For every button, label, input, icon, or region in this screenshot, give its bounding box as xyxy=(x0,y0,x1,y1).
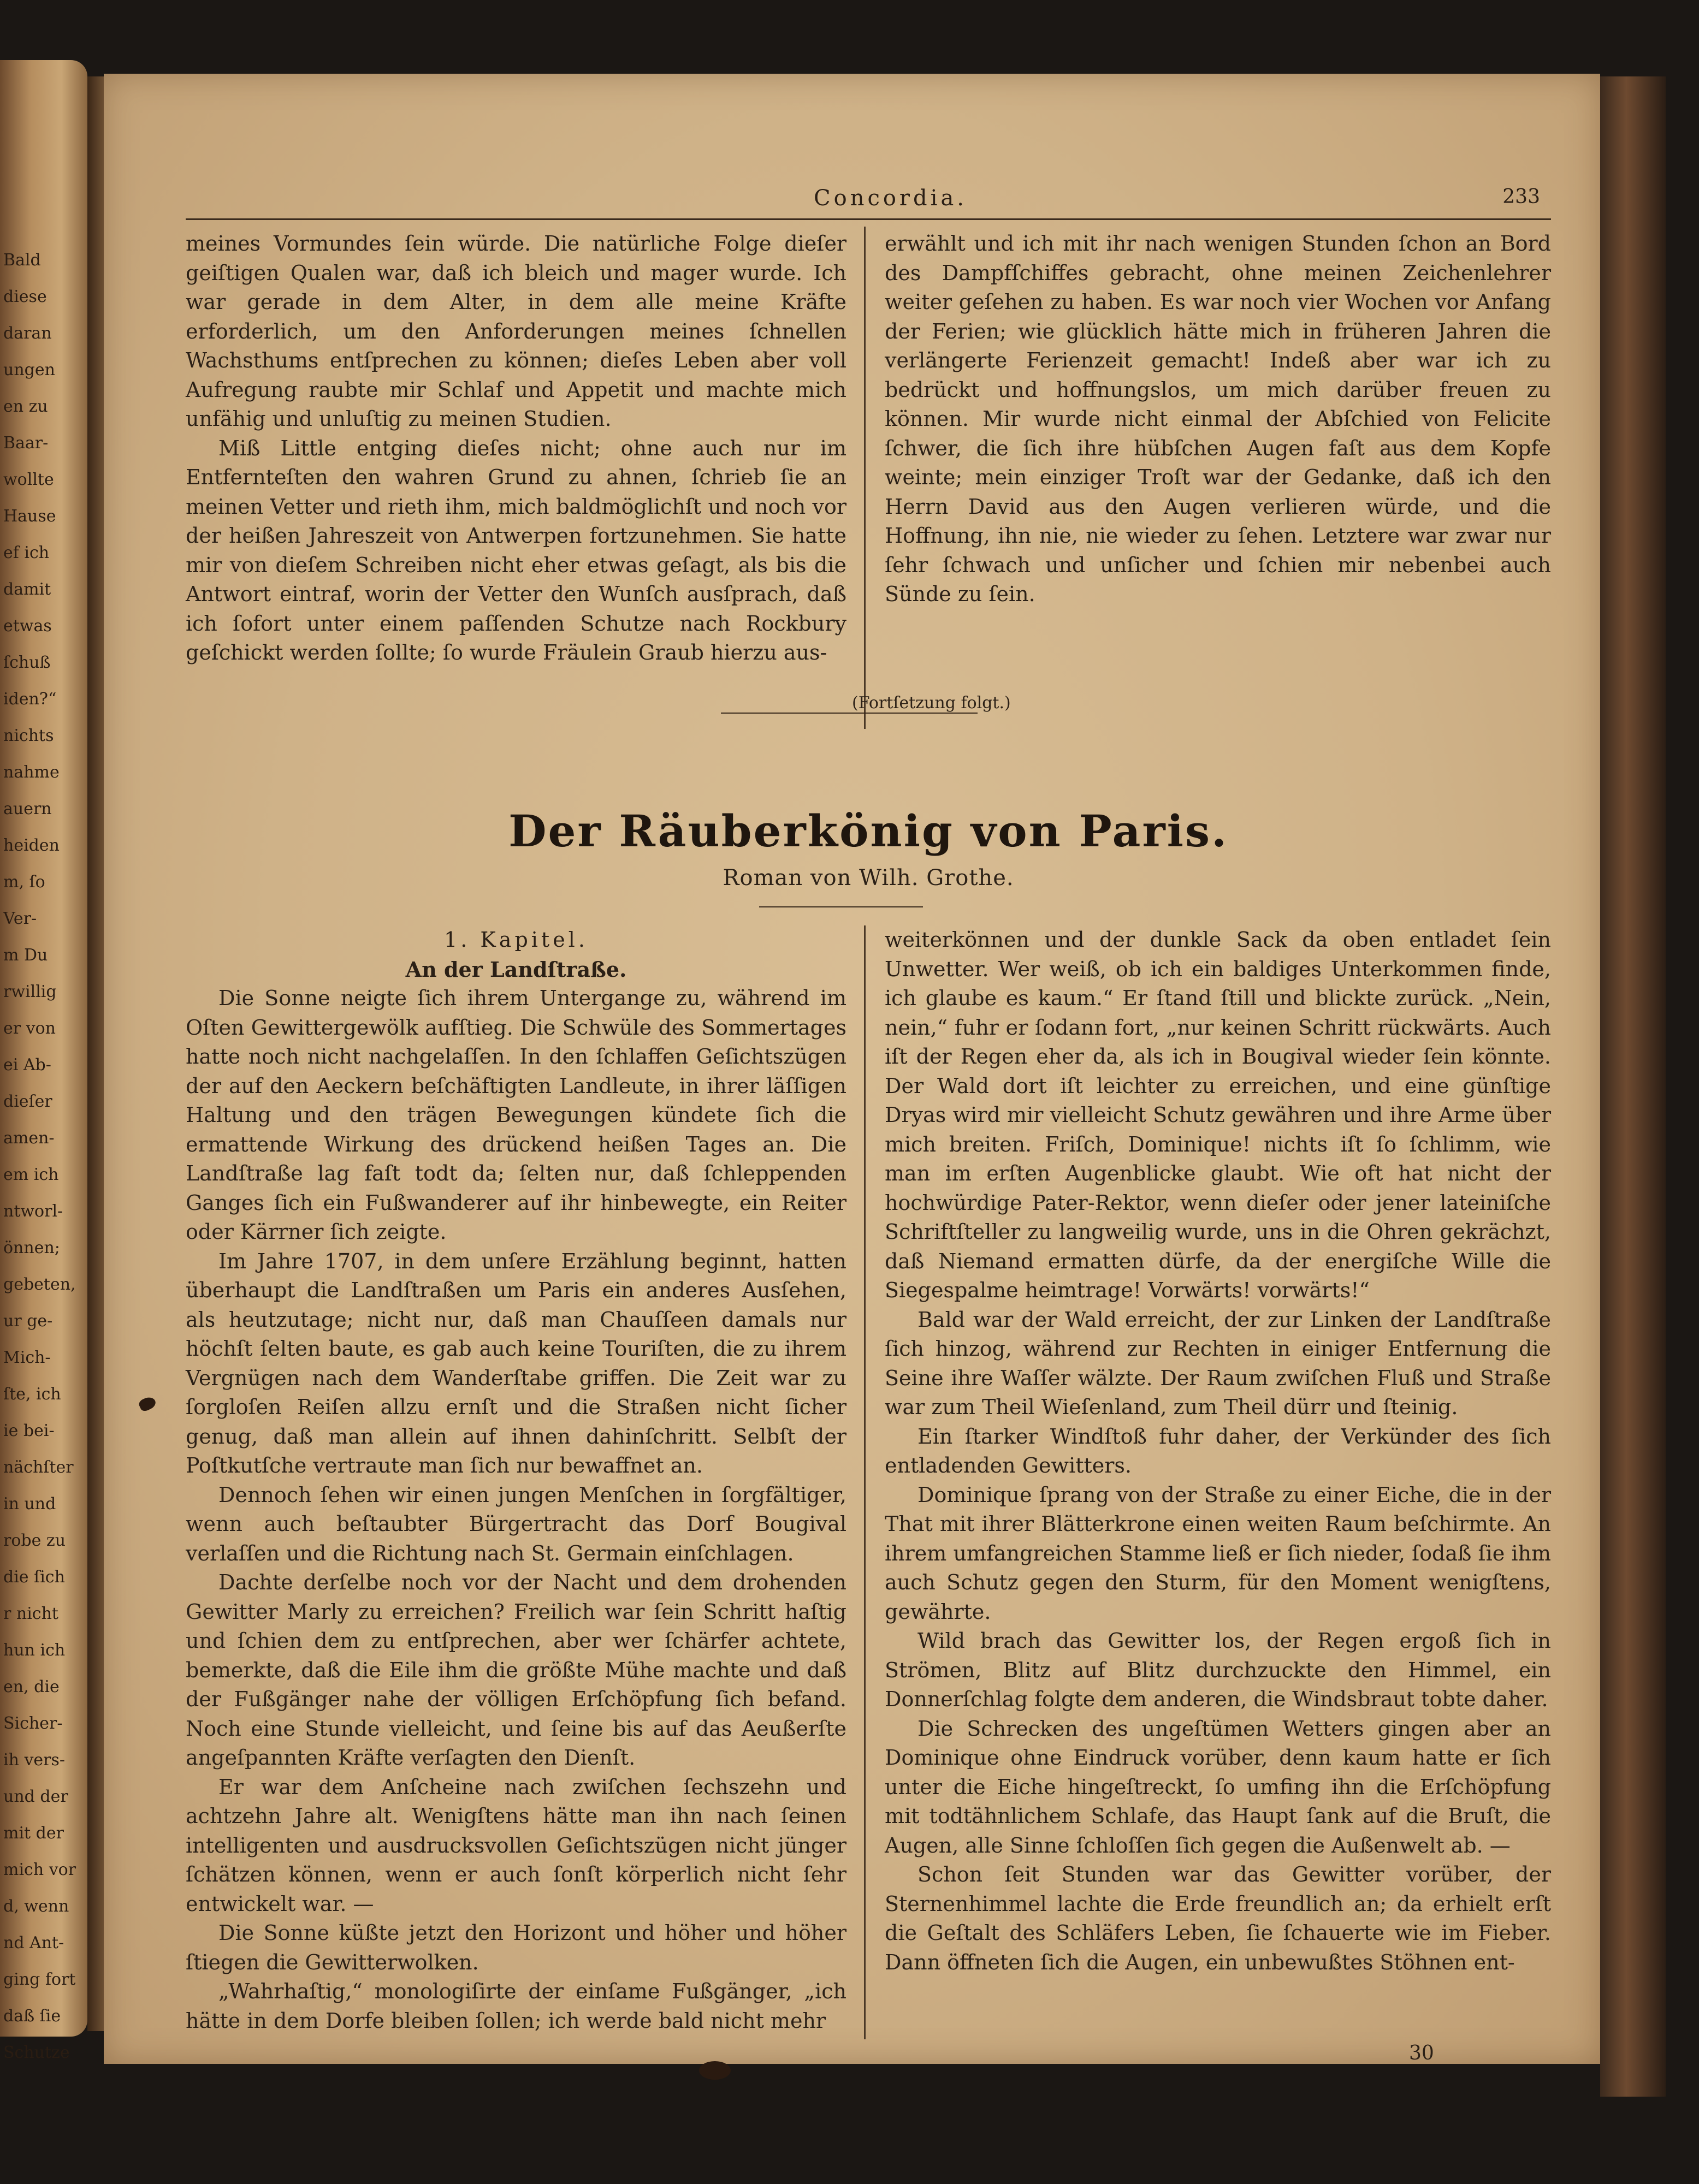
facing-page-fragment: nd Ant- xyxy=(3,1933,64,1952)
facing-page-fragment: d, wenn xyxy=(3,1897,69,1916)
facing-page-fragment: daran xyxy=(3,324,52,343)
previous-story-right-column xyxy=(885,229,1551,609)
paragraph: weiterkönnen und der dunkle Sack da oben entladet ſein Unwetter. Wer weiß, ob ich ein baldiges Unterkommen finde, ich glaube es kaum.“ Er ſtand ſtill und blickte zurück. „Nein, nein,“ fuhr er ſodann fort, „nur keinen Schritt rückwärts. Auch iſt der Regen eher da, als ich in Bougival wieder ſein könnte. Der Wald dort iſt leichter zu erreichen, und eine günſtige Dryas wird mir vielleicht Schutz gewähren und ihre Arme über mich breiten. Friſch, Dominique! nichts iſt ſo ſchlimm, wie man im erſten Augenblicke glaubt. Wie oft hat nicht der hochwürdige Pater-Rektor, wenn dieſer oder jener lateiniſche Schriftſteller zu langweilig wurde, uns in die Ohren gekrächzt, daß Niemand ermatten dürfe, da der energiſche Wille die Siegespalme heimtrage! Vorwärts! vorwärts!“ xyxy=(885,928,1551,1302)
story-separator xyxy=(721,713,978,714)
facing-page-fragment: en, die xyxy=(3,1677,60,1696)
paragraph: erwählt und ich mit ihr nach wenigen Stunden ſchon an Bord des Dampfſchiffes gebracht, ohne meinen Zeichenlehrer weiter geſehen zu haben. Es war noch vier Wochen vor Anfang der Ferien; wie glücklich hätte mich in früheren Jahren die verlängerte Ferienzeit gemacht! Indeß aber war ich zu bedrückt und hoffnungslos, um mich darüber freuen zu können. Mir wurde nicht einmal der Abſchied von Felicite ſchwer, die ſich ihre hübſchen Augen faſt aus dem Kopfe weinte; mein einziger Troſt war der Gedanke, daß ich den Herrn David aus den Augen verlieren würde, und die Hoffnung, ihn nie, nie wieder zu ſehen. Letztere war zwar nur ſehr ſchwach und unſicher und ſchien mir nebenbei auch Sünde zu ſein. xyxy=(885,232,1551,606)
facing-page-fragment: m, ſo xyxy=(3,873,45,892)
facing-page-fragment: Baar- xyxy=(3,434,49,453)
facing-page-fragment: damit xyxy=(3,580,51,599)
column-rule xyxy=(864,227,866,729)
paragraph: Im Jahre 1707, in dem unſere Erzählung beginnt, hatten überhaupt die Landſtraßen um Paris ein anderes Ausſehen, als heutzutage; nicht nur, daß man Chauſſeen damals nur höchſt ſelten baute, es gab auch keine Touriſten, die zu ihrem Vergnügen nach dem Wanderſtabe griffen. Die Zeit war zu ſorgloſen Reiſen allzu ernſt und die Straßen nicht ſicher genug, daß man allein auf ihnen dahinſchritt. Selbſt der Poſtkutſche vertraute man ſich nur bewaffnet an. xyxy=(186,1249,846,1477)
facing-page-fragment: ur ge- xyxy=(3,1311,53,1331)
facing-page-fragment: Sicher- xyxy=(3,1714,63,1733)
facing-page-fragment: mich vor xyxy=(3,1860,76,1879)
facing-page-fragment: ie bei- xyxy=(3,1421,55,1440)
paragraph: „Wahrhaſtig,“ monologiſirte der einſame Fußgänger, „ich hätte in dem Dorfe bleiben ſollen; ich werde bald nicht mehr xyxy=(186,1979,846,2033)
facing-page-fragment: amen- xyxy=(3,1129,55,1148)
book-cover-edge xyxy=(1600,76,1666,2097)
story-title: Der Räuberkönig von Paris. xyxy=(508,805,1228,857)
paragraph: Die Sonne küßte jetzt den Horizont und höher und höher ſtiegen die Gewitterwolken. xyxy=(186,1921,846,1974)
chapter-subtitle: An der Landſtraße. xyxy=(405,957,627,982)
paragraph: Schon ſeit Stunden war das Gewitter vorüber, der Sternenhimmel lachte die Erde freundlich an; da erhielt erſt die Geſtalt des Schläfers Leben, ſie ſchauerte wie im Fieber. Dann öffneten ſich die Augen, ein unbewußtes Stöhnen ent- xyxy=(885,1862,1551,1974)
signature-number: 30 xyxy=(1409,2042,1434,2064)
paragraph: Dominique ſprang von der Straße zu einer Eiche, die in der That mit ihrer Blätterkrone einen weiten Raum beſchirmte. An ihrem umfangreichen Stamme ließ er ſich nieder, ſodaß ſie ihm auch Schutz gegen den Sturm, für den Moment wenigſtens, gewährte. xyxy=(885,1482,1551,1624)
facing-page-fragment: auern xyxy=(3,799,52,818)
paragraph: Dennoch ſehen wir einen jungen Menſchen in ſorgfältiger, wenn auch beſtaubter Bürgertracht das Dorf Bougival verlaſſen und die Richtung nach St. Germain einſchlagen. xyxy=(186,1482,846,1565)
facing-page-fragment: önnen; xyxy=(3,1238,60,1257)
facing-page-fragment: ei Ab- xyxy=(3,1055,51,1075)
column-rule xyxy=(864,925,866,2039)
facing-page-fragment: m Du xyxy=(3,946,48,965)
paragraph: Dachte derſelbe noch vor der Nacht und dem drohenden Gewitter Marly zu erreichen? Freilich war ſein Schritt haſtig und ſchien dem zu entſprechen, aber wer ſchärfer achtete, bemerkte, daß die Eile ihm die größte Mühe machte und daß der Fußgänger nahe der völligen Erſchöpfung ſich befand. Noch eine Stunde vielleicht, und ſeine bis auf das Aeußerſte angeſpannten Kräfte verſagten den Dienſt. xyxy=(186,1570,846,1770)
story-right-column xyxy=(885,925,1551,1977)
facing-page-fragment: Schutze xyxy=(3,2043,70,2062)
facing-page-fragment: em ich xyxy=(3,1165,59,1184)
facing-page-fragment: rwillig xyxy=(3,982,57,1001)
chapter-heading: 1. Kapitel. xyxy=(444,928,588,952)
facing-page-fragment: nächſter xyxy=(3,1458,74,1477)
facing-page-fragment: robe zu xyxy=(3,1531,66,1550)
facing-page-fragment: er von xyxy=(3,1019,56,1038)
facing-page-fragment: in und xyxy=(3,1494,56,1514)
facing-page-fragment: ungen xyxy=(3,360,55,379)
page xyxy=(104,74,1600,2064)
facing-page-fragment: daß ſie xyxy=(3,2007,61,2026)
facing-page-fragment: ging fort xyxy=(3,1970,76,1989)
paragraph: meines Vormundes ſein würde. Die natürliche Folge dieſer geiſtigen Qualen war, daß ich bleich und mager wurde. Ich war gerade in dem Alter, in dem alle meine Kräfte erforderlich, um den Anforderungen meines ſchnellen Wachsthums entſprechen zu können; dieſes Leben aber voll Aufregung raubte mir Schlaf und Appetit und machte mich unfähig und unluſtig zu meinen Studien. xyxy=(186,232,846,431)
facing-page-fragment: diese xyxy=(3,287,47,306)
facing-page-edge xyxy=(0,60,87,2062)
facing-page-fragment: Ver- xyxy=(3,909,37,928)
facing-page-fragment: die ſich xyxy=(3,1568,65,1587)
facing-page-fragment: dieſer xyxy=(3,1092,52,1111)
paragraph: Er war dem Anſcheine nach zwiſchen ſechszehn und achtzehn Jahre alt. Wenigſtens hätte man ihn nach ſeinen intelligenten und ausdrucksvollen Geſichtszügen nicht jünger ſchätzen können, wenn er auch ſonſt körperlich nicht ſehr entwickelt war. — xyxy=(186,1775,846,1916)
continuation-note: (Fortſetzung folgt.) xyxy=(852,693,1011,713)
running-head xyxy=(186,186,1551,218)
ink-blot xyxy=(699,2061,731,2080)
facing-page-fragment: etwas xyxy=(3,616,52,636)
header-rule xyxy=(186,218,1551,220)
paragraph: Wild brach das Gewitter los, der Regen ergoß ſich in Strömen, Blitz auf Blitz durchzuckte den Himmel, ein Donnerſchlag folgte dem anderen, die Windsbraut tobte daher. xyxy=(885,1629,1551,1711)
facing-page-fragment: Bald xyxy=(3,251,41,270)
facing-page-fragment: r nicht xyxy=(3,1604,58,1623)
facing-page-fragment: iden?“ xyxy=(3,690,57,709)
facing-page-fragment: Mich- xyxy=(3,1348,51,1367)
journal-title: Concordia. xyxy=(814,186,968,211)
story-byline: Roman von Wilh. Grothe. xyxy=(723,865,1014,891)
facing-page-fragment: gebeten, xyxy=(3,1275,76,1294)
facing-page-fragment: hun ich xyxy=(3,1641,66,1660)
facing-page-fragment: und der xyxy=(3,1787,68,1806)
facing-page-fragment: en zu xyxy=(3,397,48,416)
facing-page-fragment: wollte xyxy=(3,470,54,489)
facing-page-fragment: heiden xyxy=(3,836,60,855)
paragraph: Die Sonne neigte ſich ihrem Untergange zu, während im Oſten Gewittergewölk aufſtieg. Die Schwüle des Sommertages hatte noch nicht nachgelaſſen. In den ſchlaffen Geſichtszügen der auf den Aeckern beſchäftigten Landleute, in ihrer läſſigen Haltung und den trägen Bewegungen kündete ſich die ermattende Wirkung des drückend heißen Tages an. Die Landſtraße lag faſt todt da; ſelten nur, daß ſchleppenden Ganges ſich ein Fußwanderer auf ihr hinbewegte, ein Reiter oder Kärrner ſich zeigte. xyxy=(186,986,846,1244)
facing-page-fragment: ih vers- xyxy=(3,1750,66,1770)
previous-story-left-column xyxy=(186,229,846,668)
facing-page-fragment: nichts xyxy=(3,726,54,745)
paragraph: Bald war der Wald erreicht, der zur Linken der Landſtraße ſich hinzog, während zur Rechten in einiger Entfernung die Seine ihre Waſſer wälzte. Der Raum zwiſchen Fluß und Straße war zum Theil Wieſenland, zum Theil dürr und ſteinig. xyxy=(885,1307,1551,1419)
paragraph: Miß Little entging dieſes nicht; ohne auch nur im Entfernteſten den wahren Grund zu ahnen, ſchrieb ſie an meinen Vetter und rieth ihm, mich baldmöglichſt und noch vor der heißen Jahreszeit von Antwerpen fortzunehmen. Sie hatte mir von dieſem Schreiben nicht eher etwas geſagt, als bis die Antwort eintraf, worin der Vetter den Wunſch ausſprach, daß ich ſofort unter einem paſſenden Schutze nach Rockbury geſchickt werden ſollte; ſo wurde Fräulein Graub hierzu aus- xyxy=(186,436,846,664)
facing-page-fragment: nahme xyxy=(3,763,60,782)
facing-page-fragment: mit der xyxy=(3,1824,64,1843)
facing-page-fragment: ſte, ich xyxy=(3,1385,61,1404)
facing-page-fragment: ef ich xyxy=(3,543,50,562)
title-rule xyxy=(759,906,923,907)
facing-page-fragment: ntworl- xyxy=(3,1202,63,1221)
facing-page-fragment: Hause xyxy=(3,507,56,526)
facing-page-fragment: ſchuß xyxy=(3,653,51,672)
paragraph: Ein ſtarker Windſtoß fuhr daher, der Verkünder des ſich entladenden Gewitters. xyxy=(885,1424,1551,1477)
story-left-column xyxy=(186,925,846,2035)
page-number: 233 xyxy=(1502,186,1540,208)
paragraph: Die Schrecken des ungeſtümen Wetters gingen aber an Dominique ohne Eindruck vorüber, denn kaum hatte er ſich unter die Eiche hingeſtreckt, ſo umfing ihn die Erſchöpfung mit todtähnlichem Schlafe, das Haupt ſank auf die Bruſt, die Augen, alle Sinne ſchloſſen ſich gegen die Außenwelt ab. — xyxy=(885,1716,1551,1857)
